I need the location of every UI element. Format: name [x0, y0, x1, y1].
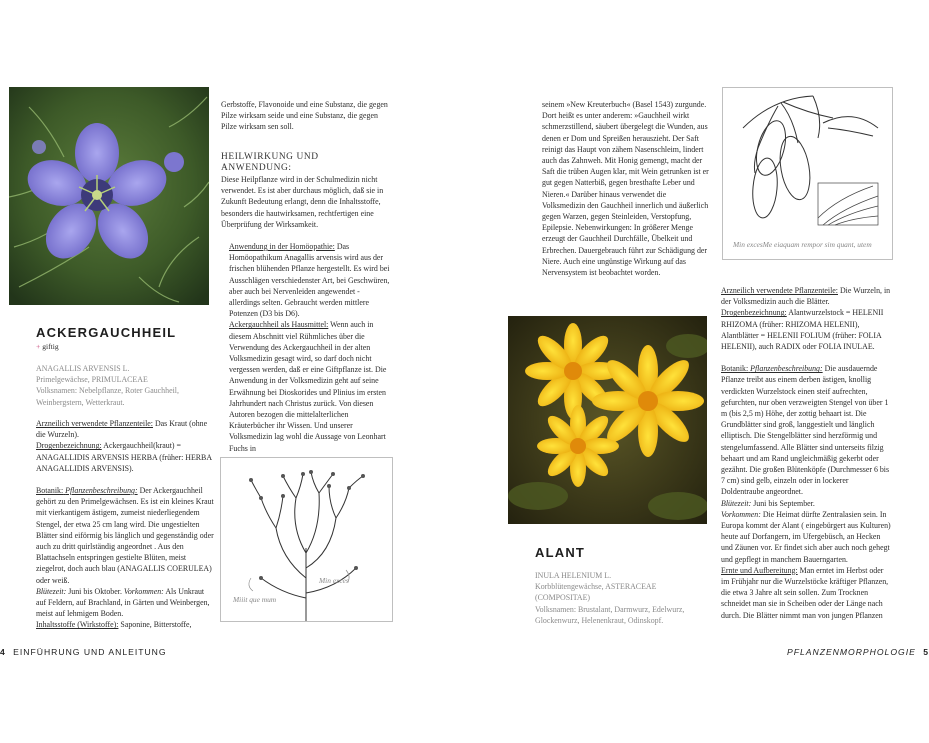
alant-harvest-paragraph [721, 565, 893, 621]
ingredients-text: Saponine, Bitterstoffe, [118, 620, 192, 630]
alant-occur-text: Die Heimat dürfte Zentralasien sein. In Europa kommt der Alant ( eingebürgert aus Kulturen) heute auf Dorfangern, im Ufergebüsch, an Hecken und Zäunen vor. Er findet sich aber auch noch gehegt und gepflegt in manchem Bauerngarten. [721, 509, 891, 564]
column-2 [221, 99, 391, 454]
home-text: Wenn auch in diesem Abschnitt viel Rühmliches über die Verwendung des Ackergauchheil in der alten Volksmedizin gesagt wird, so darf doch nicht vergessen werden, daß er eine Giftpflanze ist. Die Anwendung in der Volksmedizin geht auf seine Erwähnung bei Dioskorides und Plinius im ersten Jahrhundert nach Christus zurück. Von diesen Autoren bezogen die mittelalterlichen Kräuterbücher ihr Wissen. Und unserer Volksmedizin lag wohl die Aussage von Leonhart Fuchs in [229, 320, 387, 453]
homeo-paragraph [229, 241, 391, 319]
alant-harvest-label: Ernte und Aufbereitung: [721, 565, 798, 575]
alant-botany-paragraph [721, 363, 893, 497]
parts-paragraph [36, 418, 214, 440]
botany-label [36, 486, 138, 495]
plant-sketch-frame [220, 457, 393, 622]
right-page-number: 5 [923, 647, 929, 657]
drug-label: Drogenbezeichnung: [36, 441, 102, 451]
leaf-sketch-frame [722, 87, 893, 260]
homeo-label: Anwendung in der Homöopathie: [229, 242, 335, 252]
alant-botany-label-main: Botanik: [721, 364, 749, 374]
left-page-number: 4 [0, 647, 6, 657]
left-footer-label: EINFÜHRUNG UND ANLEITUNG [13, 647, 167, 657]
bloom-text: Juni bis Oktober. [66, 586, 124, 596]
alant-botany-text: Die ausdauernde Pflanze treibt aus einem derben ästigen, knollig verdickten Wurzelstock einen steif aufrechten, gefurchten, nur oben verzweigten Stengel von über 1 m (bis 2,5 m) Höhe, der zottig behaart ist. Die Grundblätter sind groß, langgestielt und länglich elliptisch. Die Stengelblätter sind herzförmig und stengelumfassend. Alle Blätter sind unterseits filzig behaart und am Rand ungleichmäßig gekerbt oder gezähnt. Die großen Blütenköpfe (Durchmesser 6 bis 7 cm) sind gelb, einzeln oder in lockerer Doldentraube angeordnet. [721, 364, 890, 497]
occur-label: Vorkommen: [123, 586, 164, 596]
blue-flower-illustration [9, 87, 209, 305]
ingredients-paragraph [36, 619, 214, 630]
alant-folk-names: Volksnamen: Brustalant, Darmwurz, Edelwurz, Glockenwurz, Helenenkraut, Odinskopf. [535, 604, 685, 625]
homeo-text: Das Homöopathikum Anagallis arvensis wird aus der frischen blühenden Pflanze hergestellt. Es wird bei Ausschlägen verschiedenster Art, bei Geschwüren, aber auch bei Nervenleiden angewendet - allerdings selten. Gebraucht werden mittlere Potenzen (D3 bis D6). [229, 242, 390, 319]
alant-occur-paragraph [721, 509, 893, 565]
alant-botany-label [721, 364, 823, 373]
yellow-flower-illustration [508, 316, 707, 524]
alant-harvest-text: Man erntet im Herbst oder im Frühjahr nur die Wurzelstöcke kräftiger Pflanzen, die etwa 3 Jahre alt sein sollen. Zum Trocknen schneidet man sie in Scheiben oder der Länge nach durch. Die Blätter nimmt man von jungen Pflanzen [721, 565, 889, 620]
alant-meta [535, 570, 710, 626]
column-4 [721, 285, 893, 621]
heilwirkung-paragraph: Diese Heilpflanze wird in der Schulmedizin nicht verwendet. Es ist aber durchaus möglich, daß sie in Zukunft Bedeutung erlangt, denn die Inhaltsstoffe, besonders die hautwirksamen, rechtfertigen eine Überprüfung der Wirksamkeit. [221, 175, 384, 229]
botany-text: Der Ackergauchheil gehört zu den Primelgewächsen. Es ist ein kleines Kraut mit vierkantigem ästigem, zumeist niederliegendem Stengel, der etwa 25 cm lang wird. Die ungestielten Blätter sind eiförmig bis länglich und gegenständig oder auch zu dritt quirlständig angeordnet . Aus den Blattachseln entspringen gestielte Blüten, meist ziegelrot, doch auch blau (ANAGALLIS COERULEA) oder weiß. [36, 486, 214, 585]
drug-text: Ackergauchheil(kraut) = ANAGALLIDIS ARVENSIS HERBA (früher: HERBA ANAGALLIDIS ARVENSIS). [36, 441, 212, 473]
leaf-sketch-caption: Min excesMe eiaquam rempor sim quant, utem [733, 240, 872, 249]
parts-label: Arzneilich verwendete Pflanzenteile: [36, 419, 153, 428]
alant-parts-paragraph [721, 285, 893, 307]
alant-bloom-paragraph [721, 498, 893, 509]
ingredients-label: Inhaltsstoffe (Wirkstoffe): [36, 620, 119, 630]
parts-text: Das Kraut (ohne die Wurzeln). [36, 419, 208, 440]
plant-meta [36, 363, 211, 408]
latin-name: ANAGALLIS ARVENSIS L. [36, 364, 130, 373]
alant-bloom-label: Blütezeit: [721, 498, 752, 508]
right-footer-label: PFLANZENMORPHOLOGIE [787, 647, 916, 657]
sketch-caption-left: Miiit que mum [233, 595, 277, 604]
quote-paragraph: seinem »New Kreuterbuch« (Basel 1543) zurgunde. Dort heißt es unter anderem: »Gauchheil wirkt schmerzstillend, säubert übergelegt die Wunden, aus denen er Dom und Spreißen herauszieht. Der Saft reinigt das Haupt von zähem Nasenschleim, lindert auch das Zahnweh. Mit Honig gemengt, macht der Saft die trüben Augen klar, mit Wein getrunken ist er gut gegen Natterbiß, gegen bresthafte Leber und Nieren.« Darüber hinaus verwendet die Volksmedizin den Gauchheil innerlich und äußerlich gegen Warzen, gegen Steinleiden, Verstopfung, Epilepsie. Nebenwirkungen: In größerer Menge erzeugt der Gauchheil Durchfälle, Übelkeit und Erbrechen. Dauergebrauch führt zur Schädigung der Niere. Auch eine ungünstige Wirkung auf das Nervensystem ist beobachtet worden. [542, 100, 709, 278]
plant-title: ACKERGAUCHHEIL [36, 325, 177, 340]
right-footer [787, 647, 929, 657]
botany-label-main: Botanik: [36, 486, 64, 496]
alant-drug-paragraph [721, 307, 893, 352]
bloom-label: Blütezeit: [36, 586, 67, 596]
family-name: Primelgewächse, PRIMULACEAE [36, 375, 148, 385]
toxic-marker: + [36, 342, 41, 351]
alant-latin: INULA HELENIUM L. [535, 571, 612, 580]
bloom-paragraph [36, 586, 214, 620]
alant-botany-label-italic: Pflanzenbeschreibung: [750, 364, 823, 374]
occur-text: Als Unkraut auf Feldern, auf Brachland, in Gärten und Weinbergen, meist auf lehmigem Boden. [36, 586, 210, 619]
yellow-flower-photo [508, 316, 707, 524]
drug-paragraph [36, 440, 214, 474]
intro-paragraph: Gerbstoffe, Flavonoide und eine Substanz, die gegen Pilze wirksam seide und eine Substanz, die gegen Pilze wirksam sen soll. [221, 100, 388, 132]
indented-block [229, 241, 391, 454]
column-3 [542, 99, 710, 278]
section-heading: HEILWIRKUNG UND ANWENDUNG: [221, 151, 319, 173]
alant-occur-label: Vorkommen: [721, 509, 761, 519]
alant-title: ALANT [535, 545, 586, 560]
botany-label-italic: Pflanzenbeschreibung: [65, 486, 138, 496]
toxic-label [36, 342, 59, 351]
alant-drug-text: Alantwurzelstock = HELENII RHIZOMA (früher: RHIZOMA HELENII), Alantblätter = HELENII FOLIUM (früher: FOLIA HELENII), auch RADIX oder FOLIA INULAE. [721, 308, 884, 352]
home-paragraph [229, 319, 391, 453]
leaf-root-sketch [723, 88, 892, 238]
sketch-caption-right: Min exces [319, 576, 349, 585]
folk-names: Volksnamen: Nebelpflanze, Roter Gauchheil, Weinbergstern, Wetterkraut. [36, 386, 179, 407]
alant-parts-text: Die Wurzeln, in der Volksmedizin auch die Blätter. [721, 286, 891, 307]
toxic-text: giftig [42, 342, 59, 351]
alant-drug-label: Drogenbezeichnung: [721, 308, 787, 318]
blue-flower-photo [9, 87, 209, 305]
alant-bloom-text: Juni bis September. [751, 498, 815, 508]
home-label: Ackergauchheil als Hausmittel: [229, 320, 329, 330]
left-footer [0, 647, 167, 657]
botany-paragraph [36, 485, 214, 586]
alant-family: Korbblütengewächse, ASTERACEAE (COMPOSITAE) [535, 582, 657, 603]
alant-parts-label: Arzneilich verwendete Pflanzenteile: [721, 286, 838, 295]
column-1 [36, 418, 214, 631]
